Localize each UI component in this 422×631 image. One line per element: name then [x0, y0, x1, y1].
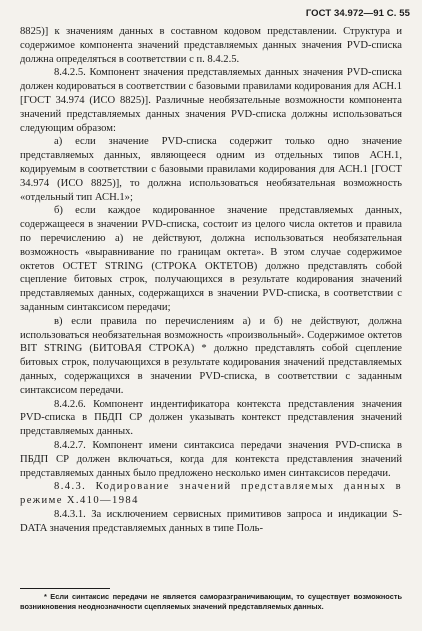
- paragraph-8-4-2-6: 8.4.2.6. Компонент индентификатора контекста представления значения PVD-списка в ПБДП СР должен указывать контекст представления значений представляемых данных.: [20, 398, 402, 438]
- footnote-text: * Если синтаксис передачи не является саморазграничивающим, то существует возможность возникновения неоднозначности сцепляемых значений представляемых данных.: [20, 592, 402, 611]
- footnote-divider: [20, 588, 110, 589]
- list-item-b: б) если каждое кодированное значение представляемых данных, содержащееся в значении PVD-списка, состоит из целого числа октетов и правила по перечислению а) не действуют, должна использоваться необязательная возможность «выравнивание по границам октета». В этом случае содержимое октетов OCTET STRING (СТРОКА ОКТЕТОВ) должно представлять собой сцепление битовых строк, получающихся в результате кодирования значений представляемых данных, содержащихся в значении PVD-списка, в соответствии с заданным синтаксисом передачи;: [20, 205, 402, 313]
- list-item-a: а) если значение PVD-списка содержит только одно значение представляемых данных, являющееся одним из отдельных типов АСН.1, кодируемым в соответствии с базовыми правилами кодирования для АСН.1 [ГОСТ 34.974 (ИСО 8825)], то должна использоваться необязательная возможность «отдельный тип АСН.1»;: [20, 136, 402, 203]
- paragraph-8-4-2-7: 8.4.2.7. Компонент имени синтаксиса передачи значения PVD-списка в ПБДП СР должен включаться, когда для контекста представления значений представляемых данных было предложено несколько имен синтаксисов передачи.: [20, 439, 402, 479]
- running-header: ГОСТ 34.972—91 С. 55: [305, 8, 410, 19]
- page-body: [20, 25, 402, 535]
- paragraph-8-4-2-5: 8.4.2.5. Компонент значения представляемых данных значения PVD-списка должен кодироваться в соответствии с базовыми правилами кодирования для АСН.1 [ГОСТ 34.974 (ИСО 8825)]. Различные необязательные возможности компонента значений представляемых данных значения PVD-списка должны использоваться следующим образом:: [20, 67, 402, 134]
- paragraph-continuation: 8825)] к значениям данных в составном кодовом представлении. Структура и содержимое компонента значений представляемых данных значения PVD-списка должна определяться в соответствии с п. 8.4.2.5.: [20, 26, 402, 65]
- section-heading-8-4-3: 8.4.3. Кодирование значений представляемых данных в режиме X.410—1984: [20, 481, 402, 507]
- list-item-v: в) если правила по перечислениям а) и б) не действуют, должна использоваться необязательная возможность «произвольный». Содержимое октетов BIT STRING (БИТОВАЯ СТРОКА) * должно представлять собой сцепление битовых строк, получающихся в результате кодирования значений представляемых данных, содержащихся в значении PVD-списка, в соответствии с заданным синтаксисом передачи.: [20, 315, 402, 396]
- footnote: [20, 592, 402, 612]
- paragraph-8-4-3-1: 8.4.3.1. За исключением сервисных примитивов запроса и индикации S-DATA значения представляемых данных в типе Поль-: [20, 508, 402, 534]
